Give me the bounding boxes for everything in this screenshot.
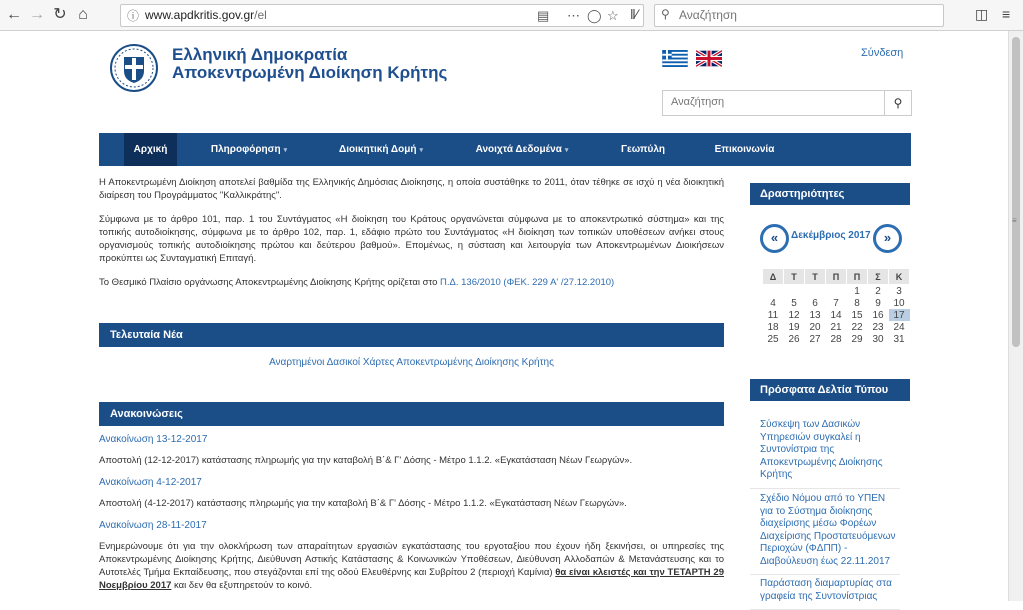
forward-icon[interactable]: → [29, 6, 45, 23]
calendar-day[interactable]: 17 [889, 309, 910, 321]
bookmark-star-icon[interactable]: ☆ [607, 8, 619, 23]
url-text: www.apdkritis.gov.gr/el [145, 8, 267, 22]
press-releases-heading: Πρόσφατα Δελτία Τύπου [750, 379, 910, 401]
closure-notice: θα είναι κλειστές και την ΤΕΤΑΡΤΗ 29 Νοεμβρίου 2017 [99, 567, 724, 591]
library-icon[interactable]: ‖⁄ [630, 6, 639, 22]
calendar-day[interactable]: 8 [854, 297, 860, 309]
chevron-down-icon: ▾ [283, 147, 288, 154]
calendar-weekday: Σ [868, 269, 889, 285]
calendar-weekday: Π [826, 269, 847, 285]
browser-search-input[interactable] [677, 7, 931, 23]
address-bar[interactable] [120, 4, 644, 27]
calendar-day[interactable]: 5 [791, 297, 797, 309]
search-button[interactable] [884, 91, 911, 115]
calendar-day[interactable]: 15 [851, 309, 863, 321]
calendar-day[interactable]: 22 [851, 321, 863, 333]
scrollbar-grip-icon: ≡ [1012, 216, 1017, 225]
calendar-day[interactable]: 3 [896, 285, 902, 297]
calendar-day[interactable]: 14 [830, 309, 842, 321]
calendar-weekday: Τ [784, 269, 805, 285]
calendar-day[interactable]: 18 [767, 321, 779, 333]
announcement-text: Αποστολή (12-12-2017) κατάστασης πληρωμής για την καταβολή Β΄& Γ' Δόσης - Μέτρο 1.1.2. «Εγκατάσταση Νέων Γεωργών». [99, 455, 633, 466]
nav-home[interactable]: Αρχική [124, 133, 177, 166]
calendar-day[interactable]: 11 [767, 309, 779, 321]
home-icon[interactable]: ⌂ [78, 6, 88, 23]
reader-view-icon[interactable]: ▤ [537, 8, 550, 23]
announcement-item [99, 433, 724, 467]
calendar-day[interactable]: 20 [809, 321, 821, 333]
calendar-header [760, 224, 900, 252]
login-link[interactable]: Σύνδεση [861, 47, 904, 59]
calendar-day[interactable]: 12 [788, 309, 800, 321]
calendar-day[interactable]: 24 [893, 321, 905, 333]
calendar-day[interactable]: 30 [872, 333, 884, 345]
press-release-link[interactable]: Σύσκεψη των Δασικών Υπηρεσιών συγκαλεί η Συντονίστρια της Αποκεντρωμένης Διοίκησης Κρήτης [750, 419, 900, 489]
site-title[interactable] [172, 46, 447, 82]
calendar-day[interactable]: 4 [770, 297, 776, 309]
calendar-empty-cell [784, 285, 805, 298]
nav-admin-structure[interactable]: Διοικητική Δομή ▾ [339, 144, 423, 155]
greek-emblem-logo[interactable] [109, 43, 159, 93]
calendar-next-button[interactable]: » [873, 224, 902, 253]
search-icon: ⚲ [893, 96, 903, 110]
calendar-weekday: Κ [889, 269, 910, 285]
calendar-month-label[interactable]: Δεκέμβριος 2017 [791, 230, 871, 241]
main-nav [99, 133, 911, 166]
scrollbar-thumb[interactable] [1012, 37, 1020, 347]
calendar-weekday: Π [847, 269, 868, 285]
site-search-box [662, 90, 912, 116]
calendar-empty-cell [805, 285, 826, 298]
announcements-heading: Ανακοινώσεις [99, 402, 724, 426]
calendar-day[interactable]: 13 [809, 309, 821, 321]
calendar-day[interactable]: 1 [854, 285, 860, 297]
calendar-day[interactable]: 26 [788, 333, 800, 345]
site-search-input[interactable] [663, 91, 891, 113]
announcement-title-link[interactable]: Ανακοίνωση 4-12-2017 [99, 477, 202, 488]
announcement-item [99, 519, 724, 592]
greek-flag-icon[interactable] [662, 50, 688, 67]
site-title-line2: Αποκεντρωμένη Διοίκηση Κρήτης [172, 63, 448, 82]
reload-icon[interactable]: ↻ [53, 6, 67, 23]
site-title-line1: Ελληνική Δημοκρατία [172, 45, 348, 64]
activities-heading: Δραστηριότητες [750, 183, 910, 205]
calendar-day[interactable]: 9 [875, 297, 881, 309]
browser-search-box[interactable] [654, 4, 944, 27]
nav-geoportal[interactable]: Γεωπύλη [620, 144, 666, 155]
browser-toolbar [0, 0, 1023, 31]
language-flags [662, 50, 726, 68]
nav-information[interactable]: Πληροφόρηση ▾ [210, 144, 288, 155]
press-release-link[interactable]: Παράσταση διαμαρτυρίας στα γραφεία της Συντονίστριας [750, 578, 900, 610]
nav-open-data[interactable]: Ανοιχτά Δεδομένα ▾ [475, 144, 569, 155]
calendar-day[interactable]: 29 [851, 333, 863, 345]
calendar-day[interactable]: 27 [809, 333, 821, 345]
announcement-text: Αποστολή (4-12-2017) κατάστασης πληρωμής για την καταβολή Β΄& Γ' Δόσης - Μέτρο 1.1.2. «Εγκατάσταση Νέων Γεωργών». [99, 498, 627, 509]
announcement-text: Ενημερώνουμε ότι για την ολοκλήρωση των απαραίτητων εργασιών εγκατάστασης του εργοταξίου που έχουν ήδη ξεκινήσει, οι υπηρεσίες της Αποκεντρωμένης Διοίκησης Κρήτης, Διεύθυνση Αστικής Κατάστασης & Κοινωνικών Υποθέσεων, Διεύθυνση Αλλοδαπών & Μετανάστευσης και το Αυτοτελές Τμήμα Εκπαίδευσης, που στεγάζονται επί της οδού Ελευθέρνης και Συβρίτου 2 (περιοχή Καμίνια) θα είναι κλειστές και την ΤΕΤΑΡΤΗ 29 Νοεμβρίου 2017 και δεν θα εξυπηρετούν το κοινό. [99, 541, 724, 591]
calendar-day[interactable]: 21 [830, 321, 842, 333]
intro-paragraph-2: Σύμφωνα με το άρθρο 101, παρ. 1 του Συντάγματος «Η διοίκηση του Κράτους οργανώνεται σύμφωνα με το αποκεντρωτικό σύστημα» και της τοπικής αυτοδιοίκησης, σύμφωνα με το άρθρο 102, παρ. 1, εδάφιο πρώτο του Συντάγματος «Η διοίκηση των τοπικών υποθέσεων ανήκει στους οργανισμούς τοπικής αυτοδιοίκησης πρώτου και δεύτερου βαθμού». Επομένως, η σύσταση και λειτουργία των Αποκεντρωμένων Διοικήσεων προκύπτει ως Συνταγματική Επιταγή. [99, 214, 724, 264]
info-icon[interactable]: ⓘ [127, 9, 140, 23]
calendar-day[interactable]: 10 [893, 297, 905, 309]
chevron-down-icon: ▾ [419, 147, 423, 154]
menu-icon[interactable]: ≡ [1002, 6, 1011, 22]
uk-flag-icon[interactable] [696, 50, 722, 67]
calendar-day[interactable]: 6 [812, 297, 818, 309]
more-icon[interactable]: ⋯ [567, 8, 580, 23]
legal-framework-link[interactable]: Π.Δ. 136/2010 (ΦΕΚ. 229 Α' /27.12.2010) [440, 277, 615, 288]
search-icon: ⚲ [661, 7, 670, 21]
back-icon[interactable]: ← [6, 6, 22, 23]
intro-paragraph-1: Η Αποκεντρωμένη Διοίκηση αποτελεί βαθμίδα της Ελληνικής Δημόσιας Διοίκησης, η οποία συστάθηκε το 2011, όταν τέθηκε σε ισχύ η νέα διοικητική διαίρεση του Προγράμματος "Καλλικράτης". [99, 177, 724, 201]
calendar-day[interactable]: 7 [833, 297, 839, 309]
page-scrollbar[interactable] [1008, 31, 1023, 601]
sidebar-toggle-icon[interactable]: ◫ [975, 6, 989, 22]
calendar-day[interactable]: 19 [788, 321, 800, 333]
news-item-link[interactable]: Αναρτημένοι Δασικοί Χάρτες Αποκεντρωμένης Διοίκησης Κρήτης [269, 357, 554, 368]
intro-section [99, 176, 724, 300]
calendar-empty-cell [826, 285, 847, 298]
calendar-day[interactable]: 28 [830, 333, 842, 345]
press-release-link[interactable]: Σχέδιο Νόμου από το ΥΠΕΝ για το Σύστημα διοίκησης διαχείρισης μέσω Φορέων Διαχείρισης Προστατευόμενων Περιοχών (ΦΔΠΠ) - Διαβούλευση έως 22.11.2017 [750, 493, 900, 575]
announcement-title-link[interactable]: Ανακοίνωση 28-11-2017 [99, 520, 207, 531]
pocket-icon[interactable]: ◯ [587, 8, 602, 23]
nav-contact[interactable]: Επικοινωνία [714, 144, 775, 155]
calendar-day[interactable]: 31 [893, 333, 905, 345]
latest-news-heading: Τελευταία Νέα [99, 323, 724, 347]
chevron-down-icon: ▾ [564, 147, 569, 154]
calendar-prev-button[interactable]: « [760, 224, 789, 253]
calendar-grid [762, 268, 910, 345]
calendar-weekday: Τ [805, 269, 826, 285]
calendar-day[interactable]: 25 [767, 333, 779, 345]
announcement-item [99, 476, 724, 510]
calendar-day[interactable]: 2 [875, 285, 881, 297]
calendar-empty-cell [763, 285, 784, 298]
announcement-title-link[interactable]: Ανακοίνωση 13-12-2017 [99, 434, 208, 445]
calendar-weekday: Δ [763, 269, 784, 285]
intro-paragraph-3: Το Θεσμικό Πλαίσιο οργάνωσης Αποκεντρωμένης Διοίκησης Κρήτης ορίζεται στο Π.Δ. 136/2010 (ΦΕΚ. 229 Α' /27.12.2010) [99, 277, 615, 288]
calendar-day[interactable]: 16 [872, 309, 884, 321]
calendar-day[interactable]: 23 [872, 321, 884, 333]
